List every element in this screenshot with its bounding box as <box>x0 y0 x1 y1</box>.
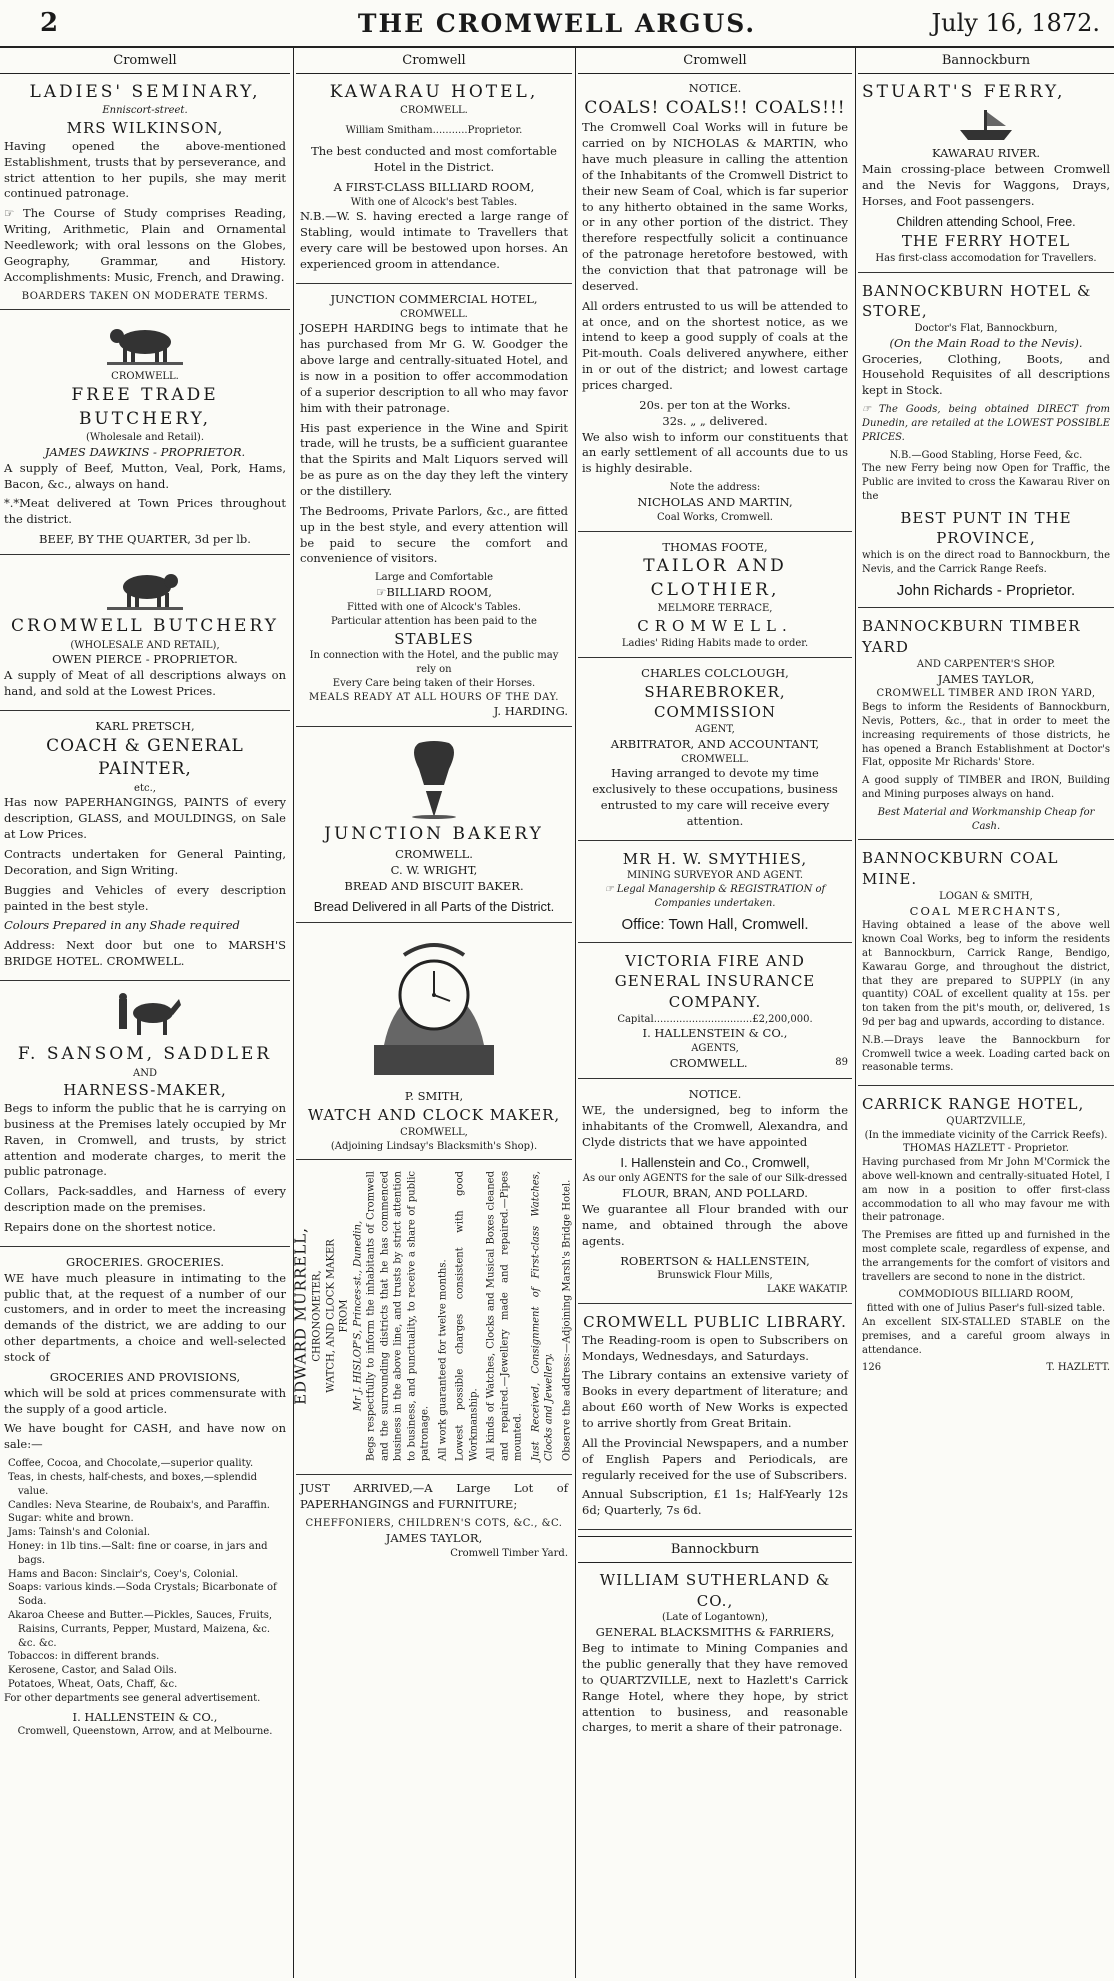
ad-subtitle: COAL MERCHANTS, <box>909 903 1063 918</box>
ad-address: Cromwell Timber Yard. <box>450 1547 568 1559</box>
ad-body: which is on the direct road to Bannockburn, the Nevis, and the Carrick Range Reefs. <box>862 550 1110 575</box>
ad-body: Having obtained a lease of the above well known Coal Works, beg to inform the residents at Bannockburn, Carrick Range, Bendigo, Kawarau Gorge, and throughout the district, that they are prepared to SUPPLY (in any quantity) COAL of excellent quality at 15s. per ton taken from the pit's mouth, or, delivered, 1s 9d per bag and upwards, according to distance. <box>862 920 1110 1029</box>
ad-address: Office: Town Hall, Cromwell. <box>621 915 809 933</box>
ad-ladies-seminary <box>0 79 290 310</box>
ad-address: Cromwell, Queenstown, Arrow, and at Melbourne. <box>17 1726 273 1738</box>
ad-title: BANNOCKBURN COAL MINE. <box>862 849 1059 889</box>
ad-address: Doctor's Flat, Bannockburn, <box>914 322 1058 334</box>
ad-address: MELMORE TERRACE, <box>657 603 773 615</box>
ad-body: Begs to inform the public that he is carrying on business at the Premises lately occupied by Mr Raven, in Cromwell, and trusts, by strict attention and moderate charges, to merit the public patronage. <box>4 1100 286 1179</box>
ad-town: CROMWELL. <box>111 371 179 383</box>
ad-body: which will be sold at prices commensurate with the supply of a good article. <box>4 1385 286 1416</box>
ad-public-library <box>578 1310 852 1530</box>
ad-body: The Cromwell Coal Works will in future be carried on by NICHOLAS & MARTIN, who have much pleasure in calling the attention of the Inhabitants of the Cromwell District to their new Seam of Coal, which is far superior to any hitherto obtained in the same Works, or in any other portion of the district. They therefore respectfully solicit a continuance of the patronage heretofore bestowed, with the conviction that that patronage will be deserved. <box>582 120 848 293</box>
ad-coach-painter <box>0 717 290 981</box>
ad-subtitle: ☞BILLIARD ROOM, <box>376 585 492 600</box>
ad-junction-bakery <box>296 733 572 923</box>
list-item: Honey: in 1lb tins.—Salt: fine or coarse, in jars and bags. <box>8 1540 268 1566</box>
ad-coals <box>578 79 852 532</box>
ad-body: In connection with the Hotel, and the public may rely on <box>309 650 559 676</box>
ad-body: The new Ferry being now Open for Traffic, the Public are invited to cross the Kawarau River on the <box>862 463 1110 502</box>
ad-body: WE have much pleasure in intimating to the public that, at the request of a number of our customers, and in order to meet the increasing demands of the district, we are adding to our other departments, a choice and well-selected stock of <box>4 1270 286 1365</box>
ad-subtitle: (WHOLESALE AND RETAIL), <box>70 639 220 651</box>
ad-address: Brunswick Flour Mills, <box>657 1270 773 1282</box>
column-heading: Bannockburn <box>578 1536 852 1563</box>
ad-body: Every Care being taken of their Horses. <box>332 677 536 689</box>
ad-body: Large and Comfortable <box>374 572 494 584</box>
newspaper-title: THE CROMWELL ARGUS. <box>357 9 757 38</box>
list-item: Jams: Tainsh's and Colonial. <box>8 1527 151 1539</box>
ad-title: TAILOR AND CLOTHIER, <box>643 556 787 600</box>
ad-colclough <box>578 664 852 841</box>
ad-title: GROCERIES. GROCERIES. <box>65 1254 225 1269</box>
ad-signature: T. HAZLETT. <box>1046 1362 1110 1374</box>
masthead <box>0 0 1114 48</box>
ad-subtitle: ARBITRATOR, AND ACCOUNTANT, <box>610 736 820 751</box>
ad-body: Capital...............................£2,200,000. <box>617 1013 813 1025</box>
ad-body: Beg to intimate to Mining Companies and the public generally that they have removed to QUARTZVILLE, next to Hazlett's Carrick Range Hotel, where they hope, by strict attention to business, and reasonable charges, to merit a share of their patronage. <box>582 1641 848 1735</box>
ad-body: Note the address: <box>669 482 761 494</box>
ad-body: Having opened the above-mentioned Establishment, trusts that by perseverance, and strict attention to her pupils, she may merit continued patronage. <box>4 138 286 201</box>
ad-signature: J. HARDING. <box>493 704 568 719</box>
ad-body: WE, the undersigned, beg to inform the inhabitants of the Cromwell, Alexandra, and Clyde districts that we have appointed <box>582 1102 848 1149</box>
ad-price: BEEF, BY THE QUARTER, 3d per lb. <box>39 532 251 547</box>
ad-notice: NOTICE. <box>688 1086 742 1101</box>
ad-sutherland <box>578 1568 852 1746</box>
ad-body: For other departments see general advertisement. <box>4 1692 261 1704</box>
column-rule <box>855 48 856 1978</box>
ad-name: MR H. W. SMYTHIES, <box>622 849 808 868</box>
ad-subtitle: etc., <box>134 782 156 794</box>
ad-name: EDWARD MURRELL, <box>291 1227 310 1406</box>
ad-signature: ROBERTSON & HALLENSTEIN, <box>620 1253 810 1268</box>
list-item: Coffee, Cocoa, and Chocolate,—superior quality. <box>8 1458 254 1470</box>
ad-subtitle: (Late of Logantown), <box>661 1612 769 1624</box>
ad-subtitle: COMMODIOUS BILLIARD ROOM, <box>898 1289 1074 1301</box>
ad-free-trade-butchery <box>0 316 290 555</box>
ad-body: fitted with one of Julius Paser's full-sized table. <box>866 1303 1106 1315</box>
ad-body: Annual Subscription, £1 1s; Half-Yearly 12s 6d; Quarterly, 7s 6d. <box>582 1487 848 1518</box>
ad-subtitle: STABLES <box>394 629 474 648</box>
ad-body: Contracts undertaken for General Painting, Decoration, and Sign Writing. <box>4 847 286 877</box>
ad-subtitle: BREAD AND BISCUIT BAKER. <box>344 878 524 893</box>
ad-body: The Reading-room is open to Subscribers on Mondays, Wednesdays, and Saturdays. <box>582 1332 848 1363</box>
ad-body: Best Material and Workmanship Cheap for Cash. <box>877 806 1095 832</box>
ad-subtitle: AGENTS, <box>691 1043 739 1055</box>
ad-title: BANNOCKBURN HOTEL & STORE, <box>862 281 1092 321</box>
ad-town: CROMWELL. <box>681 753 749 765</box>
ad-kawarau-hotel <box>296 79 572 284</box>
ad-body: We have bought for CASH, and have now on sale:— <box>4 1421 286 1452</box>
grocery-list <box>4 1457 286 1692</box>
horse-icon <box>4 993 286 1039</box>
ad-body: N.B.—Good Stabling, Horse Feed, &c. <box>889 449 1083 461</box>
ad-number: 89 <box>835 1057 848 1069</box>
ad-body: Repairs done on the shortest notice. <box>4 1220 216 1234</box>
ad-name: P. SMITH, <box>404 1089 464 1104</box>
ad-name: I. Hallenstein and Co., Cromwell, <box>620 1155 810 1171</box>
ad-subtitle: CHRONOMETER, <box>311 1270 323 1363</box>
ad-body: Has now PAPERHANGINGS, PAINTS of every description, GLASS, and MOULDINGS, on Sale at Low Prices. <box>4 795 286 842</box>
ad-body: Ladies' Riding Habits made to order. <box>621 637 809 649</box>
ad-victoria-insurance <box>578 949 852 1079</box>
ad-address: Observe the address:—Adjoining Marsh's Bridge Hotel. <box>561 1180 573 1462</box>
list-item: Candles: Neva Stearine, de Roubaix's, and Paraffin. <box>8 1499 270 1511</box>
ad-body: Begs to inform the Residents of Bannockburn, Nevis, Potters, &c., that in order to meet the increasing requirements of those districts, he has opened a Branch Establishment at Doctor's Flat, opposite Mr Richards' Store. <box>862 702 1110 769</box>
ad-timber-yard <box>858 614 1114 840</box>
ad-body: Fitted with one of Alcock's Tables. <box>347 602 521 613</box>
ad-body: All orders entrusted to us will be attended to at once, and on the shortest notice, as we intend to keep a good supply of coals at the Pit-mouth. Coals delivered anywhere, either in or out of the district; and lowest cartage prices charged. <box>582 298 848 392</box>
ad-body: Having arranged to devote my time exclusively to these occupations, business entrusted to my care will receive every attention. <box>592 766 838 828</box>
ad-town: CROMWELL. <box>669 1056 748 1071</box>
ad-title: MINING SURVEYOR AND AGENT. <box>626 870 804 882</box>
ad-body: We guarantee all Flour branded with our name, and obtained through the above agents. <box>582 1201 848 1248</box>
ad-subtitle: FLOUR, BRAN, AND POLLARD. <box>622 1186 808 1201</box>
ad-name: JAMES TAYLOR, <box>385 1530 483 1545</box>
ad-body: The Library contains an extensive variety of Books in every department of literature; and about £60 worth of New Works is expected to arrive shortly from Great Britain. <box>582 1368 848 1430</box>
ad-flour-notice <box>578 1085 852 1304</box>
rotated-ad-text <box>290 1171 577 1461</box>
ad-body: With one of Alcock's best Tables. <box>350 196 518 208</box>
ad-body: A supply of Beef, Mutton, Veal, Pork, Hams, Bacon, &c., always on hand. <box>4 460 286 491</box>
ad-name: JAMES TAYLOR, <box>937 671 1035 686</box>
ad-body: Particular attention has been paid to the <box>331 615 537 627</box>
ad-body: All the Provincial Newspapers, and a number of English Papers and Periodicals, are regularly received for the use of Subscribers. <box>582 1435 848 1482</box>
ad-bannockburn-hotel <box>858 279 1114 609</box>
list-item: Potatoes, Wheat, Oats, Chaff, &c. <box>8 1678 178 1690</box>
ad-saddler <box>0 987 290 1247</box>
ad-name: C. W. WRIGHT, <box>390 862 478 877</box>
ad-title: COACH & GENERAL PAINTER, <box>46 735 244 780</box>
ad-just-arrived <box>296 1479 572 1566</box>
ad-subtitle: FROM <box>338 1299 350 1333</box>
ad-town: CROMWELL, <box>400 1126 468 1138</box>
ad-body: All kinds of Watches, Clocks and Musical Boxes cleaned and repaired.—Jewellery made and repaired.—Pipes mounted. <box>485 1171 524 1462</box>
ad-body: Colours Prepared in any Shade required <box>4 918 240 933</box>
ad-title: JUNCTION BAKERY <box>324 824 544 845</box>
column-rule <box>575 48 576 1978</box>
ad-address: (On the Main Road to the Nevis). <box>889 335 1083 350</box>
ad-junction-hotel <box>296 290 572 728</box>
ad-proprietor: John Richards - Proprietor. <box>896 581 1076 599</box>
ad-thomas-foote <box>578 538 852 658</box>
ad-number: 126 <box>862 1362 882 1374</box>
ad-title: F. SANSOM, SADDLER <box>17 1044 273 1065</box>
ad-name: THOMAS FOOTE, <box>662 539 768 554</box>
ad-body: Collars, Pack-saddles, and Harness of every description made on the premises. <box>4 1184 286 1215</box>
column-4 <box>858 48 1114 1978</box>
ad-body: N.B.—Drays leave the Bannockburn for Cromwell twice a week. Loading carted back on reasonable terms. <box>862 1034 1110 1074</box>
ad-watchmaker-smith <box>296 929 572 1160</box>
list-item: Hams and Bacon: Sinclair's, Coey's, Colonial. <box>8 1568 239 1580</box>
ad-coal-mine <box>858 846 1114 1086</box>
ad-address: Enniscort-street. <box>102 105 188 117</box>
page-number: 2 <box>40 8 59 38</box>
ad-body: *.*Meat delivered at Town Prices throughout the district. <box>4 496 286 527</box>
ad-stuarts-ferry <box>858 79 1114 273</box>
ad-subtitle: THE FERRY HOTEL <box>901 232 1071 251</box>
ad-body: The Premises are fitted up and furnished in the most complete scale, regardless of expense, and the arrangements for the comfort of visitors and travellers are second to none in the district. <box>862 1230 1110 1283</box>
ad-title: LADIES' SEMINARY, <box>29 81 261 102</box>
ad-name: I. HALLENSTEIN & CO., <box>642 1026 788 1041</box>
ad-body: A supply of Meat of all descriptions always on hand, and sold at the Lowest Prices. <box>4 668 286 699</box>
ad-title: VICTORIA FIRE AND GENERAL INSURANCE COMPANY. <box>614 951 816 1011</box>
ad-town: QUARTZVILLE, <box>946 1115 1026 1127</box>
list-item: Tobaccos: in different brands. <box>8 1651 160 1663</box>
ad-body: We also wish to inform our constituents that an early settlement of all accounts due to us is highly desirable. <box>582 429 848 476</box>
column-heading: Cromwell <box>296 48 572 74</box>
column-2 <box>291 48 573 1978</box>
ad-name: LOGAN & SMITH, <box>939 890 1033 902</box>
ad-signature: NICHOLAS AND MARTIN, <box>637 494 793 509</box>
ad-title: STUART'S FERRY, <box>862 81 1066 102</box>
ad-body: CHEFFONIERS, CHILDREN'S COTS, &C., &C. <box>305 1518 563 1530</box>
ox-icon <box>4 322 286 366</box>
ad-body: ☞ Legal Managership & REGISTRATION of Companies undertaken. <box>604 884 826 910</box>
ad-footer-line <box>862 1361 1110 1375</box>
ad-notice: NOTICE. <box>688 80 742 95</box>
column-heading: Cromwell <box>0 48 290 74</box>
ad-body: Buggies and Vehicles of every description painted in the best style. <box>4 882 286 913</box>
ad-proprietor: THOMAS HAZLETT - Proprietor. <box>903 1143 1069 1155</box>
issue-date: July 16, 1872. <box>931 9 1100 37</box>
ad-subtitle: BEST PUNT IN THE PROVINCE, <box>900 508 1072 548</box>
ad-title: JUNCTION COMMERCIAL HOTEL, <box>330 291 538 306</box>
ad-body: The Bedrooms, Private Parlors, &c., are fitted up in the best style, and every attention will be paid to secure the comfort and convenience of visitors. <box>300 503 568 566</box>
ad-subtitle: GROCERIES AND PROVISIONS, <box>49 1369 241 1384</box>
ad-address: CROMWELL TIMBER AND IRON YARD, <box>876 688 1096 700</box>
column-heading: Bannockburn <box>858 48 1114 74</box>
ad-price: 20s. per ton at the Works. <box>639 397 791 412</box>
list-item: Teas, in chests, half-chests, and boxes,—splendid value. <box>8 1471 257 1497</box>
ad-title: WILLIAM SUTHERLAND & CO., <box>599 1571 831 1610</box>
ad-body: JUST ARRIVED,—A Large Lot of PAPERHANGINGS and FURNITURE; <box>300 1481 568 1512</box>
ad-title: SHAREBROKER, COMMISSION <box>644 682 786 722</box>
clock-icon <box>300 935 568 1085</box>
ad-address: (In the immediate vicinity of the Carrick Reefs). <box>864 1129 1108 1141</box>
ad-subtitle: A FIRST-CLASS BILLIARD ROOM, <box>333 179 535 194</box>
ad-carrick-range-hotel <box>858 1092 1114 1381</box>
ad-title: KAWARAU HOTEL, <box>329 81 539 102</box>
ad-name: KARL PRETSCH, <box>95 718 195 733</box>
ad-price: 32s. „ „ delivered. <box>662 413 768 428</box>
ad-body: ☞ The Goods, being obtained DIRECT from Dunedin, are retailed at the LOWEST POSSIBLE PRICES. <box>862 404 1110 443</box>
ad-title: COALS! COALS!! COALS!!! <box>584 97 846 118</box>
ad-body: A good supply of TIMBER and IRON, Building and Mining purposes always on hand. <box>862 775 1110 801</box>
list-item: Kerosene, Castor, and Salad Oils. <box>8 1665 177 1677</box>
ad-body: All work guaranteed for twelve months. <box>437 1259 449 1462</box>
ad-body: His past experience in the Wine and Spirit trade, will he trusts, be a sufficient guarantee that the Spirits and Malt Liquors served will be as pure as on the day they left the vintery or the distillery. <box>300 420 568 499</box>
list-item: Akaroa Cheese and Butter.—Pickles, Sauces, Fruits, Raisins, Currants, Pepper, Mustard, Maizena, &c. &c. &c. <box>8 1609 273 1649</box>
ad-body: The best conducted and most comfortable Hotel in the District. <box>311 143 557 174</box>
ad-title: CARRICK RANGE HOTEL, <box>862 1095 1085 1114</box>
column-heading: Cromwell <box>578 48 852 74</box>
ad-groceries <box>0 1253 290 1745</box>
ad-body: Bread Delivered in all Parts of the District. <box>313 899 555 915</box>
ad-signature: I. HALLENSTEIN & CO., <box>72 1709 218 1724</box>
ad-title: HARNESS-MAKER, <box>63 1081 227 1100</box>
column-3 <box>578 48 852 1978</box>
ship-icon <box>862 108 1110 142</box>
ad-title: WATCH, AND CLOCK MAKER <box>325 1239 337 1394</box>
ad-subtitle: AND <box>133 1067 157 1079</box>
ad-subtitle: AND CARPENTER'S SHOP. <box>916 658 1056 670</box>
ad-town: CROMWELL. <box>637 617 793 636</box>
ad-address: LAKE WAKATIP. <box>766 1284 848 1296</box>
list-item: Sugar: white and brown. <box>8 1513 134 1525</box>
ad-town: CROMWELL. <box>400 105 468 117</box>
ad-body: MEALS READY AT ALL HOURS OF THE DAY. <box>309 691 559 703</box>
ad-address: (Adjoining Lindsay's Blacksmith's Shop). <box>330 1140 538 1152</box>
list-item: Soaps: various kinds.—Soda Crystals; Bicarbonate of Soda. <box>8 1582 277 1608</box>
ad-title: WATCH AND CLOCK MAKER, <box>307 1106 561 1125</box>
ad-subtitle: KAWARAU RIVER. <box>931 146 1041 161</box>
ad-body: Begs respectfully to inform the inhabitants of Cromwell and the surrounding districts that he has commenced business in the above line, and trusts by strict attention to business, and punctuality, to receive a share of public patronage. <box>365 1171 431 1462</box>
ad-title: BANNOCKBURN TIMBER YARD <box>862 617 1081 657</box>
ad-subtitle: (Wholesale and Retail). <box>85 432 205 444</box>
ad-address: Coal Works, Cromwell. <box>657 511 773 523</box>
ad-body: Just Received, Consignment of First-class Watches, Clocks and Jewellery. <box>530 1171 555 1462</box>
ad-title: CROMWELL PUBLIC LIBRARY. <box>583 1312 847 1331</box>
ad-body: Having purchased from Mr John M'Cormick the above well-known and centrally-situated Hotel, I am now in a position to offer first-class accommodation to all who may favour me with their patronage. <box>862 1157 1110 1224</box>
ad-name: MRS WILKINSON, <box>66 119 224 138</box>
column-rule <box>293 48 294 1978</box>
ad-title: CROMWELL BUTCHERY <box>11 616 279 637</box>
ad-body: N.B.—W. S. having erected a large range of Stabling, would intimate to Travellers that every care will be bestowed upon horses. An experienced groom in attendance. <box>300 209 568 271</box>
ad-edward-murrell <box>291 1166 573 1475</box>
ad-smythies <box>578 847 852 943</box>
ad-body: As our only AGENTS for the sale of our Silk-dressed <box>582 1173 848 1185</box>
bull-icon <box>4 567 286 611</box>
ad-name: CHARLES COLCLOUGH, <box>641 665 789 680</box>
ad-body: JOSEPH HARDING begs to intimate that he has purchased from Mr G. W. Goodger the above large and centrally-situated Hotel, and is now in a position to offer accommodation of a superior description to all who may favor him with their patronage. <box>300 321 568 415</box>
ad-town: CROMWELL. <box>400 308 468 320</box>
ad-proprietor: OWEN PIERCE - PROPRIETOR. <box>52 652 238 667</box>
ad-address: Address: Next door but one to MARSH'S BRIDGE HOTEL. CROMWELL. <box>4 938 286 969</box>
ad-town: CROMWELL. <box>395 846 473 861</box>
ad-subtitle: GENERAL BLACKSMITHS & FARRIERS, <box>595 1625 835 1640</box>
ad-address: Mr J. HISLOP'S, Princes-st., Dunedin, <box>352 1221 364 1412</box>
ad-cromwell-butchery <box>0 561 290 711</box>
ad-body: Groceries, Clothing, Boots, and Household Requisites of all descriptions kept in Stock. <box>862 351 1110 398</box>
ad-proprietor: William Smitham...........Proprietor. <box>345 125 523 137</box>
ad-body: Has first-class accomodation for Travellers. <box>875 252 1097 264</box>
ad-body: ☞ The Course of Study comprises Reading, Writing, Arithmetic, Plain and Ornamental Needlework; with oral lessons on the Globes, Geography, Grammar, and History. Accomplishments: Music, French, and Drawing. <box>4 206 286 284</box>
ad-body: Lowest possible charges consistent with good Workmanship. <box>454 1171 480 1462</box>
ad-title: FREE TRADE BUTCHERY, <box>71 385 219 429</box>
ad-town-line <box>582 1056 848 1072</box>
ad-body: An excellent SIX-STALLED STABLE on the premises, and a careful groom always in attendance. <box>862 1317 1110 1356</box>
ad-proprietor: JAMES DAWKINS - PROPRIETOR. <box>44 444 246 459</box>
wheatsheaf-icon <box>300 739 568 819</box>
ad-subtitle: AGENT, <box>695 723 735 735</box>
ad-body: Main crossing-place between Cromwell and the Nevis for Waggons, Drays, Horses, and Foot passengers. <box>862 162 1110 208</box>
ad-note: BOARDERS TAKEN ON MODERATE TERMS. <box>21 290 269 302</box>
ad-body: Children attending School, Free. <box>896 214 1076 229</box>
column-1 <box>0 48 290 1978</box>
